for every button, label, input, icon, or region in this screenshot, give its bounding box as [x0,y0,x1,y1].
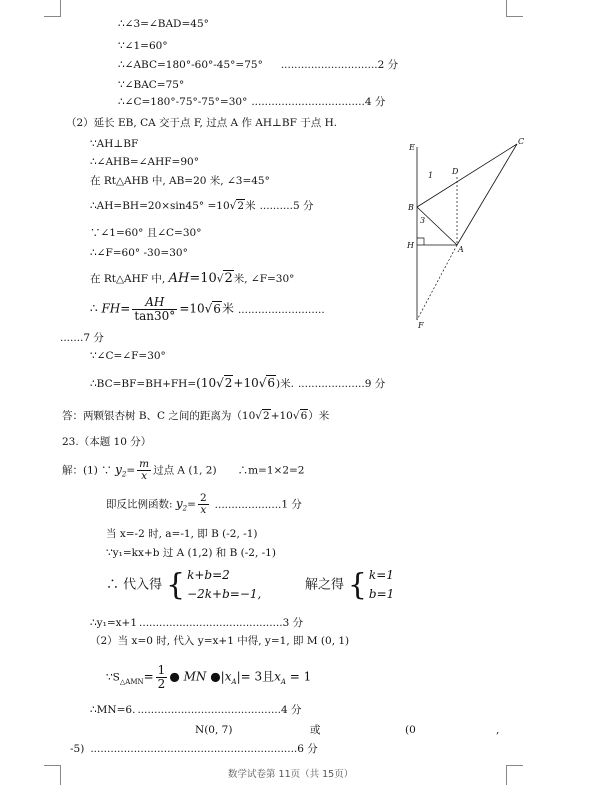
crop-mark-bottom-right-h [506,765,523,766]
line-rt-ahf: 在 Rt△AHF 中, AH=10√2米, ∠F=30° [90,271,295,286]
line-n2-open: (0 [405,724,416,736]
inverse-function-line: 即反比例函数: $y_2=$ $\frac{2}{x}$ ....................1 分 [106,492,302,517]
line-angle-1: ∵∠1=60° [118,40,168,52]
line-n2-close: -5) ..............................................................6 分 [70,743,318,755]
line-n-coords: N(0, 7) [195,724,233,736]
answer-line: 答：两颗银杏树 B、C 之间的距离为（10√2+10√6）米 [62,410,330,422]
line-af [417,245,457,320]
line-x-minus-2: 当 x=-2 时, a=-1, 即 B (-2, -1) [106,528,258,540]
line-rt-ahb: 在 Rt△AHB 中, AB=20 米, ∠3=45° [90,175,270,187]
score-2: 2 分 [377,59,399,71]
crop-mark-bottom-left [60,765,61,785]
score-6: 6 分 [297,743,318,755]
line-angle-c-f: ∵∠C=∠F=30° [90,350,166,362]
line-angle-abc: ∴∠ABC=180°-60°-45°=75° .............................2 分 [118,59,399,71]
score-1: 1 分 [281,498,302,511]
line-ca [457,144,517,245]
fraction-1-2: $\frac{1}{2}$ [157,663,166,691]
crop-mark-bottom-right [506,765,507,785]
page-footer: 数学试卷第 11页（共 15页） [228,769,354,780]
score-7: 7 分 [83,332,104,344]
crop-mark-top-right-h [506,16,523,17]
label-d: D [452,167,459,176]
score-9: 9 分 [364,378,386,390]
label-1: 1 [428,171,434,180]
geometry-figure [400,132,530,332]
line-ah-perp: ∵AH⊥BF [90,138,139,150]
solution-line-1: 解：(1) ∵ $y_2=$ $\frac{m}{x}$ 过点 A (1, 2) ∴m=1×2=2 [62,458,305,483]
system-1: k+b=2 −2k+b=−1, [187,568,262,602]
line-n2-comma: , [496,724,500,736]
line-angle-f: ∴∠F=60° -30=30° [90,247,188,259]
line-mn: ∴MN=6. ...........................................4 分 [90,704,302,716]
line-ah-bh: ∴AH=BH=20×sin45° =10√2米 ..........5 分 [90,200,314,212]
line-angle-bac: ∵∠BAC=75° [118,79,185,91]
line-angle-c: ∴∠C=180°-75°-75°=30° ..................................4 分 [118,96,386,108]
line-or: 或 [310,724,321,736]
fraction-m-x: $\frac{m}{x}$ [139,458,150,483]
label-h: H [407,241,414,250]
line-ahb: ∴∠AHB=∠AHF=90° [90,156,199,168]
line-y1-through: ∵y₁=kx+b 过 A (1,2) 和 B (-2, -1) [106,547,276,559]
part-2b-heading: （2）当 x=0 时, 代入 y=x+1 中得, y=1, 即 M (0, 1) [90,635,350,647]
label-a: A [458,245,464,254]
score-3: 3 分 [282,617,304,629]
label-f: F [418,321,424,330]
line-bc: ∴BC=BF=BH+FH=(10√2+10√6)米. ....................9 分 [90,376,386,390]
crop-mark-bottom-left-h [44,765,61,766]
question-23-heading: 23.（本题 10 分） [62,436,152,448]
line-fh: ∴ FH= $\frac{AH}{\tan 30^\circ}$ =10√6米 .......................... [90,295,325,323]
system-2: k=1 b=1 [368,568,395,602]
part-2-heading: （2）延长 EB, CA 交于点 F, 过点 A 作 AH⊥BF 于点 H. [66,117,338,129]
system-equations-line: ∴ 代入得 { k+b=2 −2k+b=−1, 解之得 { k=1 b=1 [106,567,395,603]
crop-mark-top-left-h [44,16,61,17]
crop-mark-top-right [506,0,507,16]
brace-left-1: { [165,567,186,603]
line-y1-result: ∴y₁=x+1 ...........................................3 分 [90,617,304,629]
area-line: $\because S_{\triangle AMN}=$ $\frac{1}{2}$ ● MN $●|x_A|= 3$且$x_A = 1$ [106,663,312,691]
label-e: E [409,143,415,152]
score-4b: 4 分 [280,704,302,716]
brace-left-2: { [347,567,367,603]
fraction-ah-tan30: $\frac{AH}{\tan 30^\circ}$ [134,295,176,323]
line-angle-3: ∴∠3=∠BAD=45° [118,18,209,30]
line-ba [417,207,457,245]
label-3: 3 [420,216,426,225]
line-score-7: .......7 分 [60,332,104,344]
line-angle-1-c: ∵∠1=60° 且∠C=30° [90,227,202,239]
score-4: 4 分 [364,96,386,108]
score-5: 5 分 [292,200,314,212]
label-c: C [518,137,525,146]
crop-mark-top-left [60,0,61,16]
right-angle-mark [417,238,424,245]
label-b: B [408,203,414,212]
fraction-2-x: $\frac{2}{x}$ [199,492,207,517]
